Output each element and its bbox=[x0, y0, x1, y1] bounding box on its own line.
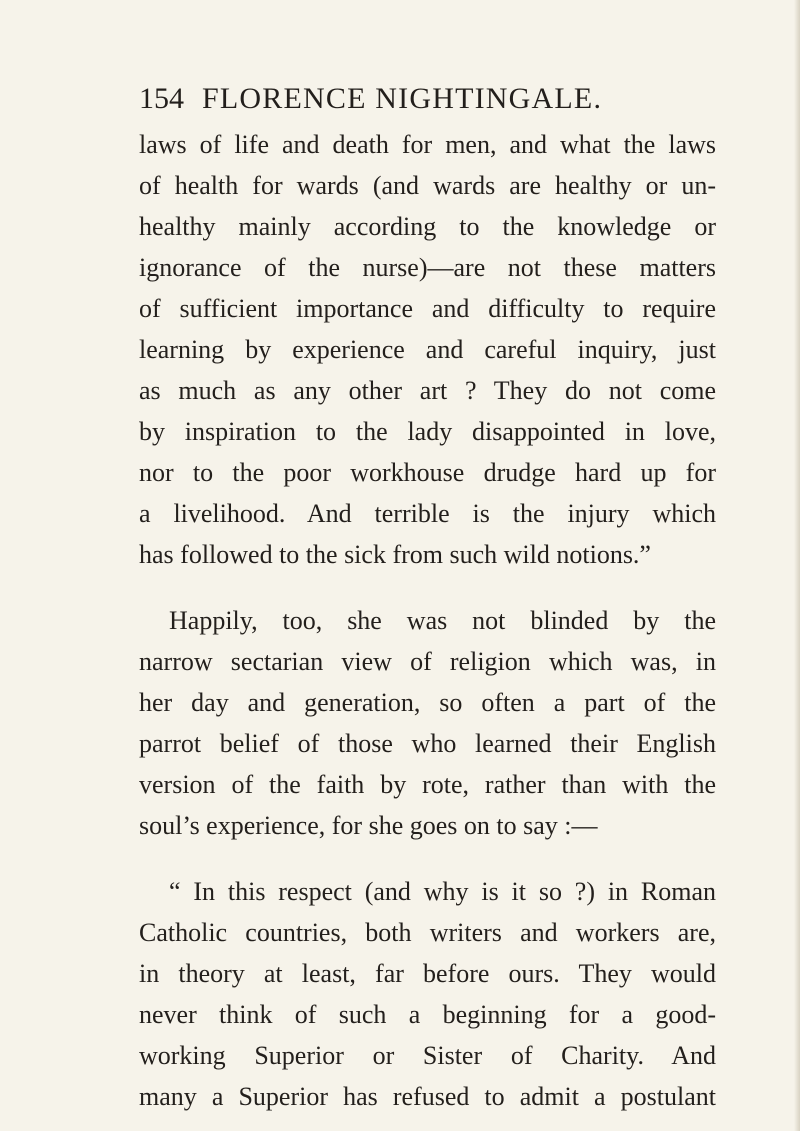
text-line: a livelihood. And terrible is the injury which bbox=[139, 499, 716, 528]
paragraph-3 bbox=[139, 871, 716, 1117]
running-title: FLORENCE NIGHTINGALE. bbox=[202, 82, 603, 115]
text-line: “ In this respect (and why is it so ?) in Roman bbox=[169, 877, 716, 906]
text-line: her day and generation, so often a part of the bbox=[139, 688, 716, 717]
paragraph-gap bbox=[139, 846, 716, 871]
running-head bbox=[139, 79, 719, 119]
text-line: parrot belief of those who learned their English bbox=[139, 729, 716, 758]
text-line: as much as any other art ? They do not come bbox=[139, 376, 716, 405]
text-line: version of the faith by rote, rather than with the bbox=[139, 770, 716, 799]
text-line: never think of such a beginning for a good- bbox=[139, 1000, 716, 1029]
text-line: Catholic countries, both writers and workers are, bbox=[139, 918, 716, 947]
page-edge-shadow bbox=[794, 0, 800, 1131]
paragraph-2 bbox=[139, 600, 716, 846]
text-line: in theory at least, far before ours. They would bbox=[139, 959, 716, 988]
text-line: by inspiration to the lady disappointed in love, bbox=[139, 417, 716, 446]
text-line: of sufficient importance and difficulty to require bbox=[139, 294, 716, 323]
page-number: 154 bbox=[139, 82, 184, 115]
text-line: Happily, too, she was not blinded by the bbox=[169, 606, 716, 635]
text-line: ignorance of the nurse)—are not these matters bbox=[139, 253, 716, 282]
paragraph-1 bbox=[139, 124, 716, 575]
text-line: healthy mainly according to the knowledge or bbox=[139, 212, 716, 241]
text-line: nor to the poor workhouse drudge hard up for bbox=[139, 458, 716, 487]
text-line: working Superior or Sister of Charity. And bbox=[139, 1041, 716, 1070]
text-line: of health for wards (and wards are healthy or un- bbox=[139, 171, 716, 200]
text-line: soul’s experience, for she goes on to say :— bbox=[139, 811, 598, 840]
text-line: has followed to the sick from such wild notions.” bbox=[139, 540, 651, 569]
body-text bbox=[139, 124, 716, 1117]
text-line: learning by experience and careful inquiry, just bbox=[139, 335, 716, 364]
text-line: narrow sectarian view of religion which was, in bbox=[139, 647, 716, 676]
text-line: laws of life and death for men, and what the laws bbox=[139, 130, 716, 159]
text-line: many a Superior has refused to admit a postulant bbox=[139, 1082, 716, 1111]
paragraph-gap bbox=[139, 575, 716, 600]
